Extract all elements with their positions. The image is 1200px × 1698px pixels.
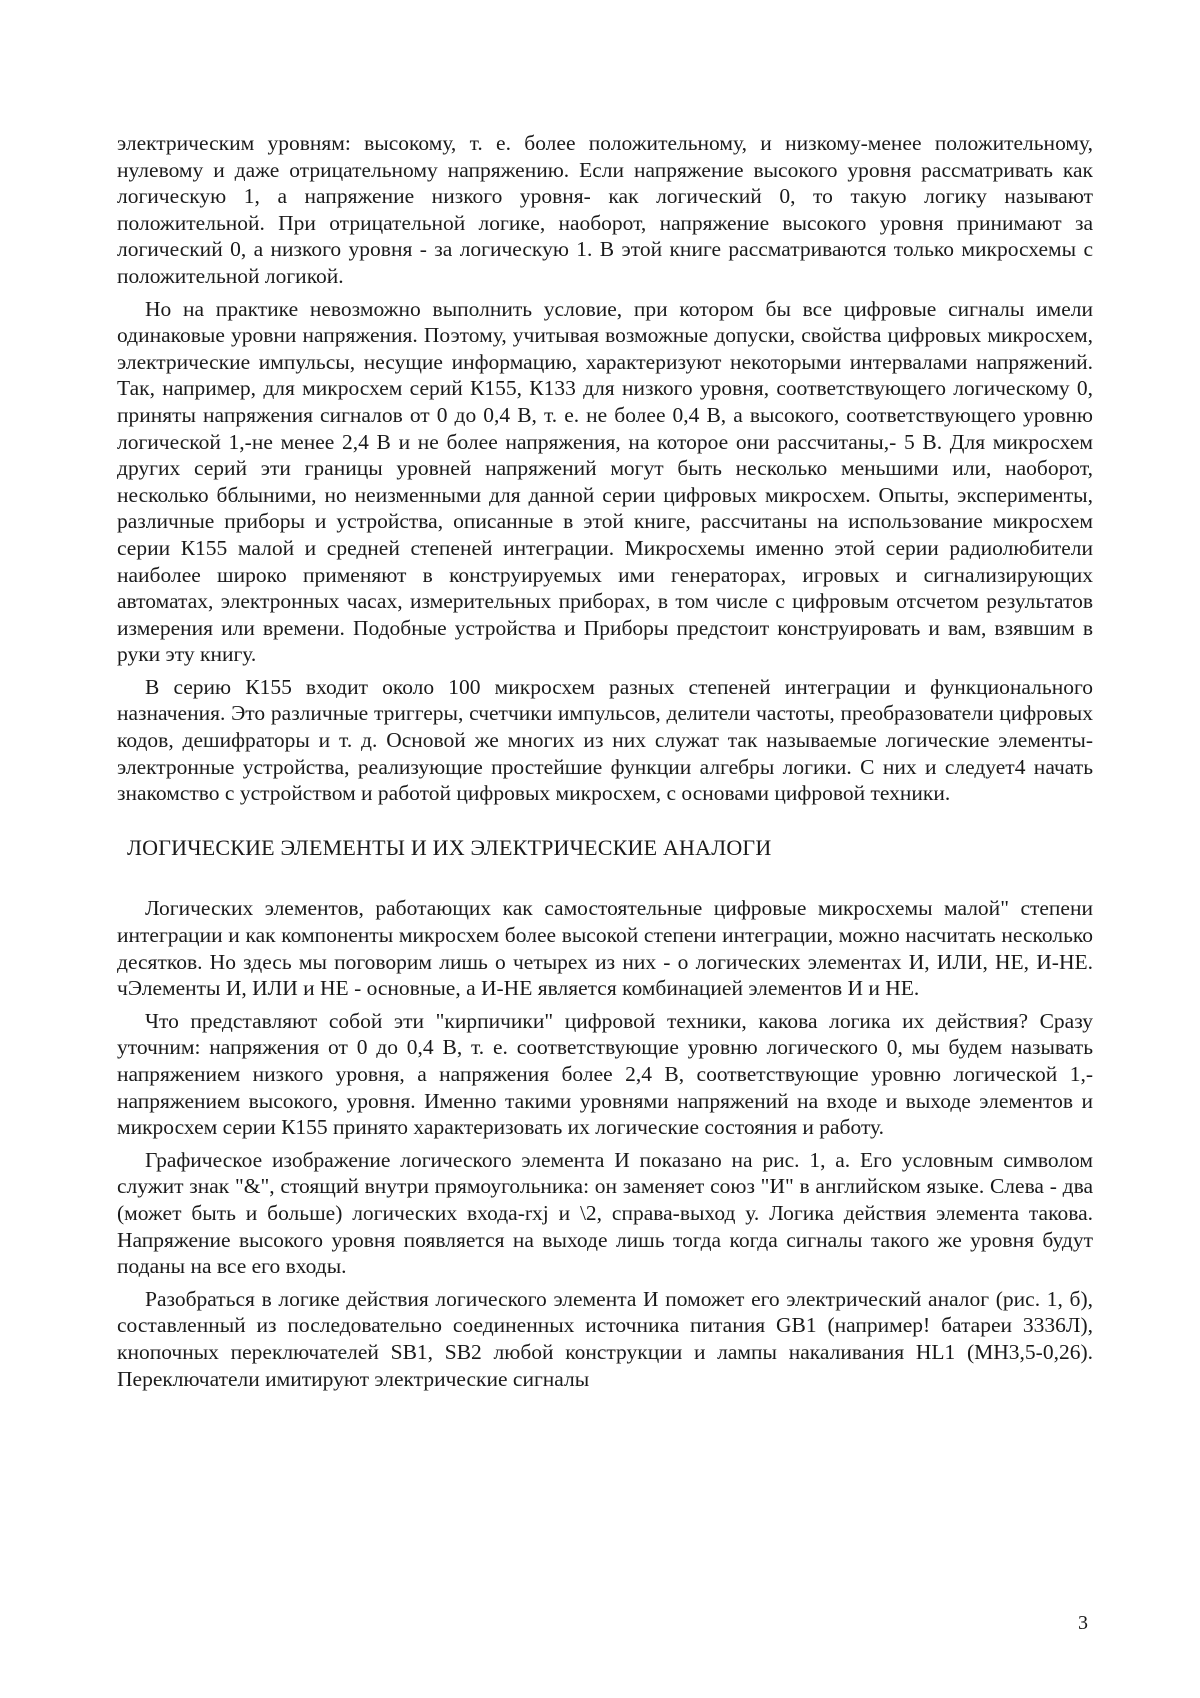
paragraph-3: В серию К155 входит около 100 микросхем разных степеней интеграции и функционального назначения. Это различные триггеры, счетчики импульсов, делители частоты, преобразователи цифровых кодов, дешифраторы и т. д. Основой же многих из них служат так называемые логические элементы- электронные устройства, реализующие простейшие функции алгебры логики. С них и следует4 начать знакомство с устройством и работой цифровых микросхем, с основами цифровой техники. [117, 674, 1093, 806]
section-heading: ЛОГИЧЕСКИЕ ЭЛЕМЕНТЫ И ИХ ЭЛЕКТРИЧЕСКИЕ АНАЛОГИ [127, 834, 772, 860]
paragraph-6: Графическое изображение логического элемента И показано на рис. 1, а. Его условным символом служит знак "&", стоящий внутри прямоугольника: он заменяет союз "И" в английском языке. Слева - два (может быть и больше) логических входа-rxj и \2, справа-выход у. Логика действия элемента такова. Напряжение высокого уровня появляется на выходе лишь тогда когда сигналы такого же уровня будут поданы на все его входы. [117, 1147, 1093, 1279]
paragraph-2: Но на практике невозможно выполнить условие, при котором бы все цифровые сигналы имели одинаковые уровни напряжения. Поэтому, учитывая возможные допуски, свойства цифровых микросхем, электрические импульсы, несущие информацию, характеризуют некоторыми интервалами напряжений. Так, например, для микросхем серий К155, К133 для низкого уровня, соответствующего логическому 0, приняты напряжения сигналов от 0 до 0,4 В, т. е. не более 0,4 В, а высокого, соответствующего уровню логической 1,-не менее 2,4 В и не более напряжения, на которое они рассчитаны,- 5 В. Для микросхем других серий эти границы уровней напряжений могут быть несколько меньшими или, наоборот, несколько бблыними, но неизменными для данной серии цифровых микросхем. Опыты, эксперименты, различные приборы и устройства, описанные в этой книге, рассчитаны на использование микросхем серии К155 малой и средней степеней интеграции. Микросхемы именно этой серии радиолюбители наиболее широко применяют в конструируемых ими генераторах, игровых и сигнализирующих автоматах, электронных часах, измерительных приборах, в том числе с цифровым отсчетом результатов измерения или времени. Подобные устройства и Приборы предстоит конструировать и вам, взявшим в руки эту книгу. [117, 296, 1093, 667]
paragraph-1: электрическим уровням: высокому, т. е. более положительному, и низкому-менее положительному, нулевому и даже отрицательному напряжению. Если напряжение высокого уровня рассматривать как логическую 1, а напряжение низкого уровня- как логический 0, то такую логику называют положительной. При отрицательной логике, наоборот, напряжение высокого уровня принимают за логический 0, а низкого уровня - за логическую 1. В этой книге рассматриваются только микросхемы с положительной логикой. [117, 131, 1093, 288]
paragraph-4: Логических элементов, работающих как самостоятельные цифровые микросхемы малой" степени интеграции и как компоненты микросхем более высокой степени интеграции, можно насчитать несколько десятков. Но здесь мы поговорим лишь о четырех из них - о логических элементах И, ИЛИ, НЕ, И-НЕ. чЭлементы И, ИЛИ и НЕ - основные, а И-НЕ является комбинацией элементов И и НЕ. [117, 896, 1093, 1001]
paragraph-7: Разобраться в логике действия логического элемента И поможет его электрический аналог (рис. 1, б), составленный из последовательно соединенных источника питания GB1 (например! батареи 3336Л), кнопочных переключателей SB1, SB2 любой конструкции и лампы накаливания HL1 (МН3,5-0,26). Переключатели имитируют электрические сигналы [117, 1286, 1093, 1391]
paragraph-5: Что представляют собой эти "кирпичики" цифровой техники, какова логика их действия? Сразу уточним: напряжения от 0 до 0,4 В, т. е. соответствующие уровню логического 0, мы будем называть напряжением низкого уровня, а напряжения более 2,4 В, соответствующие уровню логической 1,- напряжением высокого, уровня. Именно такими уровнями напряжений на входе и выходе элементов и микросхем серии К155 принято характеризовать их логические состояния и работу. [117, 1008, 1093, 1140]
page-number: 3 [1078, 1612, 1088, 1634]
page-body [117, 130, 1093, 1398]
